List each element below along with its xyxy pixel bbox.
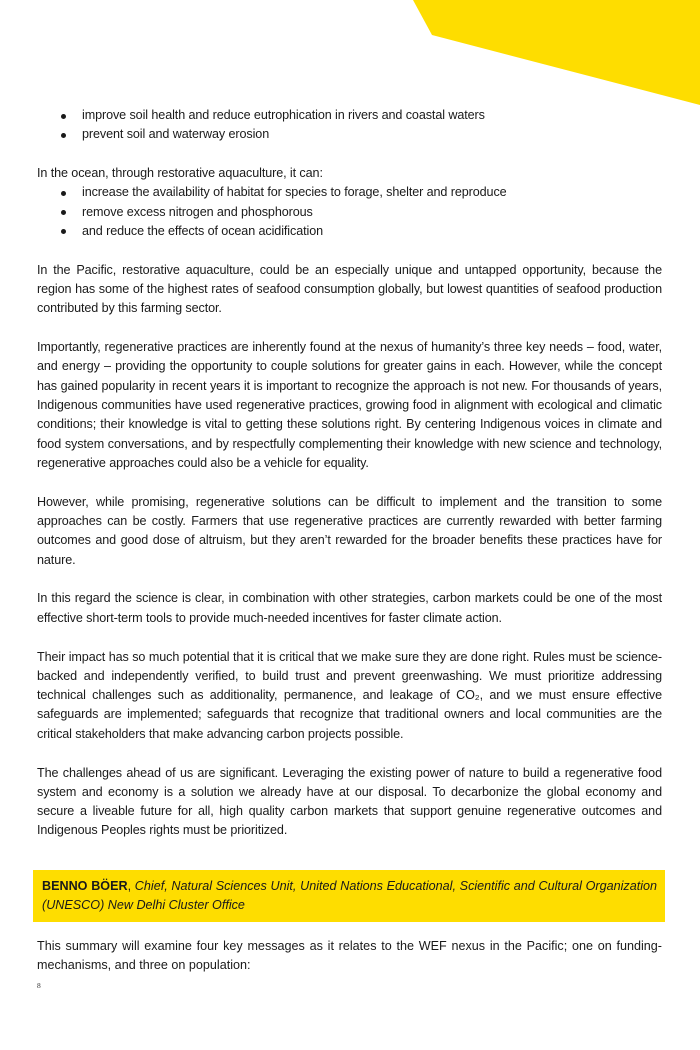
paragraph-conclusion: The challenges ahead of us are significant. Leveraging the existing power of nature to build a regenerative food system and economy is a solution we already have at our disposal. To decarbonize the global economy and secure a liveable future for all, high quality carbon markets that support genuine regenerative outcomes and Indigenous Peoples rights must be prioritized. [37, 765, 662, 838]
paragraph-rules: Their impact has so much potential that it is critical that we make sure they are done right. Rules must be science-backed and independently verified, to build trust and prevent greenwashing. We must prioritize addressing technical challenges such as additionality, permanence, and leakage of CO₂, and we must ensure effective safeguards are implemented; safeguards that recognize that traditional owners and local communities are the critical stakeholders that make advancing carbon projects possible. [37, 649, 662, 741]
author-role: Chief, Natural Sciences Unit, United Nations Educational, Scientific and Cultural Organization (UNESCO) New Delhi Cluster Office [42, 879, 658, 913]
land-benefits-list [37, 106, 662, 145]
bullet-icon [61, 114, 66, 119]
list-item: increase the availability of habitat for species to forage, shelter and reproduce [37, 183, 662, 202]
list-item: prevent soil and waterway erosion [37, 125, 662, 144]
ocean-intro: In the ocean, through restorative aquaculture, it can: [37, 166, 323, 181]
paragraph-challenges-cost: However, while promising, regenerative solutions can be difficult to implement and the transition to some approaches can be costly. Farmers that use regenerative practices are currently rewarded with better farming outcomes and good dose of altruism, but they aren’t rewarded for the broader benefits these practices have for nature. [37, 494, 662, 567]
page-number: 8 [37, 981, 41, 990]
list-item: remove excess nitrogen and phosphorous [37, 203, 662, 222]
summary-paragraph: This summary will examine four key messages as it relates to the WEF nexus in the Pacific; one on funding-mechanisms, and three on population: [37, 939, 662, 973]
ocean-benefits-list [37, 183, 662, 241]
author-name: BENNO BÖER [42, 879, 128, 893]
attribution-callout [33, 870, 665, 922]
bullet-icon [61, 191, 66, 196]
list-item: and reduce the effects of ocean acidification [37, 222, 662, 241]
main-text-column [37, 106, 662, 841]
list-item: improve soil health and reduce eutrophication in rivers and coastal waters [37, 106, 662, 125]
paragraph-carbon-markets: In this regard the science is clear, in combination with other strategies, carbon markets could be one of the most effective short-term tools to provide much-needed incentives for faster climate action. [37, 591, 662, 625]
attribution-separator: , [127, 879, 135, 893]
paragraph-pacific-aquaculture: In the Pacific, restorative aquaculture, could be an especially unique and untapped opportunity, because the region has some of the highest rates of seafood consumption globally, but lowest quantities of seafood production contributed by this farming sector. [37, 262, 662, 316]
bullet-icon [61, 133, 66, 138]
paragraph-nexus: Importantly, regenerative practices are inherently found at the nexus of humanity’s three key needs – food, water, and energy – providing the opportunity to couple solutions for greater gains in each. However, while the concept has gained popularity in recent years it is important to recognize the approach is not new. For thousands of years, Indigenous communities have used regenerative practices, growing food in alignment with ecological and climatic conditions; their knowledge is vital to getting these solutions right. By centering Indigenous voices in climate and food system conversations, and by respectfully complementing their knowledge with new science and technology, regenerative approaches could also be a vehicle for equality. [37, 340, 662, 470]
corner-decoration-shape [0, 0, 700, 110]
bullet-icon [61, 210, 66, 215]
bullet-icon [61, 229, 66, 234]
